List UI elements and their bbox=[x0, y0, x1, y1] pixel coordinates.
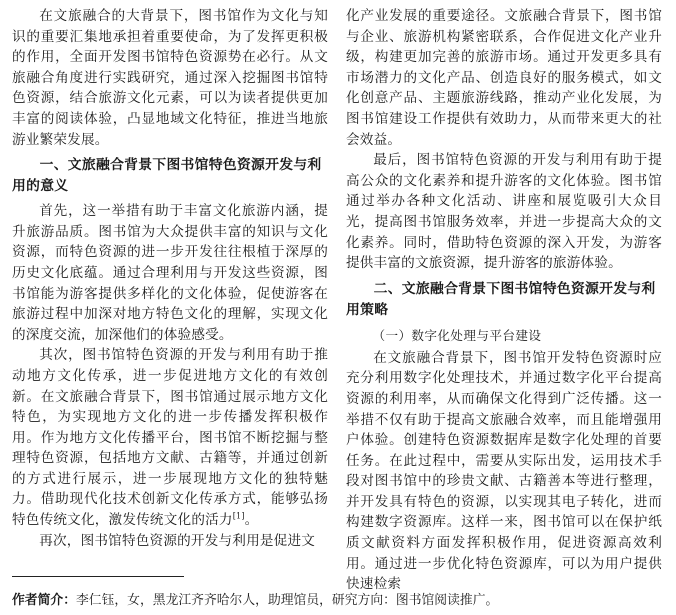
paragraph-significance-3-continued: 化产业发展的重要途径。文旅融合背景下，图书馆与企业、旅游机构紧密联系，合作促进文化产业升级，构建更加完善的旅游市场。通过开发更多具有市场潜力的文化产品、创造良好的服务模式，如文化创意产品、主题旅游线路，推动产业化发展，为图书馆建设工作提供有效助力，从而带来更大的社会效益。 bbox=[346, 8, 662, 148]
author-footnote bbox=[12, 592, 498, 609]
paragraph-end: 。 bbox=[244, 512, 259, 529]
paragraph-significance-3-start: 再次，图书馆特色资源的开发与利用是促进文 bbox=[39, 532, 316, 549]
paragraph-digitization: 在文旅融合背景下，图书馆开发特色资源时应充分利用数字化处理技术，并通过数字化平台提高资源的利用率，从而确保文化得到广泛传播。这一举措不仅有助于提高文旅融合效率，而且能增强用户体验。创建特色资源数据库是数字化处理的首要任务。在此过程中，需要从实际出发，运用技术手段对图书馆中的珍贵文献、古籍善本等进行整理，并开发具有特色的资源，以实现其电子转化，进而构建数字资源库。这样一来，图书馆可以在保护纸质文献资料方面发挥积极作用，促进资源高效利用。通过进一步优化特色资源库，可以为用户提供快速检索 bbox=[346, 349, 662, 593]
footnote-divider bbox=[12, 576, 184, 577]
citation-ref: [1] bbox=[232, 511, 245, 521]
section-heading-1: 一、文旅融合背景下图书馆特色资源开发与利用的意义 bbox=[12, 157, 322, 195]
right-column bbox=[346, 6, 662, 595]
subsection-heading-1: （一）数字化处理与平台建设 bbox=[372, 327, 542, 343]
left-column bbox=[12, 6, 328, 551]
paragraph-text: 其次，图书馆特色资源的开发与利用有助于推动地方文化传承，进一步促进地方文化的有效创新。在文旅融合背景下，图书馆通过展示地方文化特色，为实现地方文化的进一步传播发挥积极作用。作为地方文化传播平台，图书馆不断挖掘与整理特色资源，包括地方文献、古籍等，并通过创新的方式进行展示，进一步展现地方文化的独特魅力。借助现代化技术创新文化传承方式，能够弘扬特色传统文化，激发传统文化的活力 bbox=[12, 347, 328, 529]
footnote-text: 李仁钰，女，黑龙江齐齐哈尔人，助理馆员，研究方向：图书馆阅读推广。 bbox=[75, 593, 499, 608]
intro-paragraph: 在文旅融合的大背景下，图书馆作为文化与知识的重要汇集地承担着重要使命，为了发挥更积极的作用，全面开发图书馆特色资源势在必行。从文旅融合角度进行实践研究，通过深入挖掘图书馆特色资源，结合旅游文化元素，可以为读者提供更加丰富的阅读体验，凸显地域文化特征，推进当地旅游业繁荣发展。 bbox=[12, 8, 328, 148]
paragraph-significance-1: 首先，这一举措有助于丰富文化旅游内涵，提升旅游品质。图书馆为大众提供丰富的知识与文化资源，而特色资源的进一步开发往往根植于深厚的历史文化底蕴。通过合理利用与开发这些资源，图书馆能为游客提供多样化的文化体验，促使游客在旅游过程中加深对地方特色文化的理解，实现文化的深度交流，加深他们的体验感受。 bbox=[12, 203, 328, 343]
footnote-label: 作者简介： bbox=[12, 593, 76, 608]
section-heading-2: 二、文旅融合背景下图书馆特色资源开发与利用策略 bbox=[346, 280, 656, 318]
paragraph-significance-2 bbox=[12, 345, 328, 530]
paragraph-significance-4: 最后，图书馆特色资源的开发与利用有助于提高公众的文化素养和提升游客的文化体验。图书馆通过举办各种文化活动、讲座和展览吸引大众目光，提高图书馆服务效率，并进一步提高大众的文化素养。同时，借助特色资源的深入开发，为游客提供丰富的文旅资源，提升游客的旅游体验。 bbox=[346, 152, 662, 272]
